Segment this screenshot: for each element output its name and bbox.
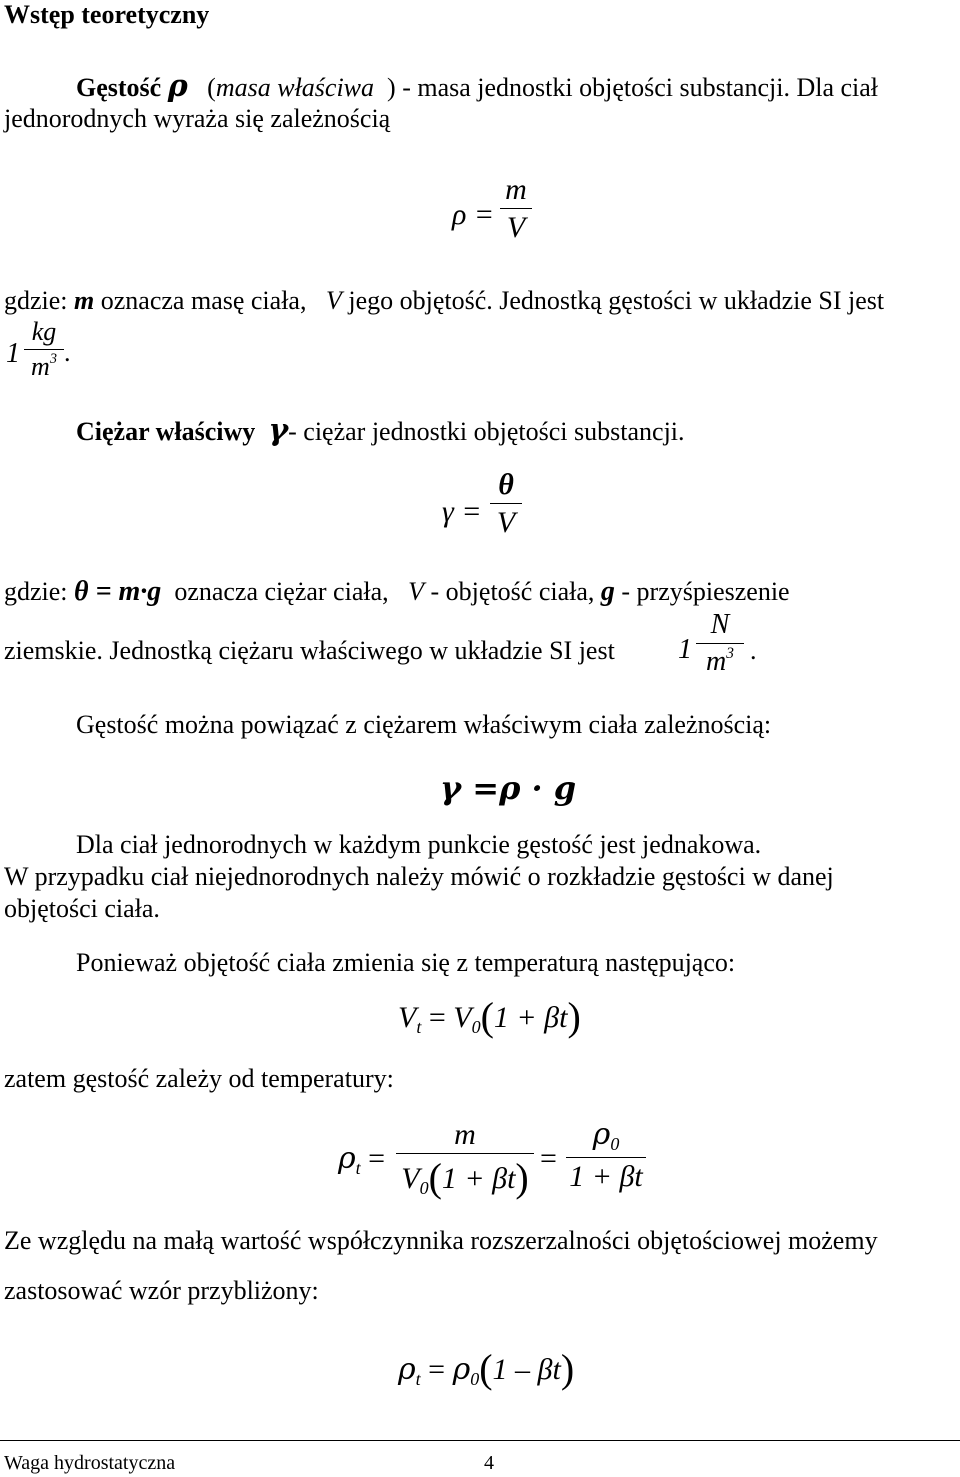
- where-label: gdzie:: [4, 286, 68, 315]
- eq4-lparen: (: [480, 994, 494, 1039]
- eq6-sub-0: 0: [470, 1369, 480, 1389]
- mass-symbol: m: [74, 286, 95, 315]
- sw-unit-exp: 3: [726, 644, 734, 662]
- eq5-rho: ρ: [338, 1141, 356, 1176]
- specific-weight-unit-text: ziemskie. Jednostką ciężaru właściwego w układzie SI jest: [4, 636, 615, 665]
- inhomogeneous-line: W przypadku ciał niejednorodnych należy mówić o rozkładzie gęstości w danej: [4, 862, 834, 891]
- sw-unit-bar: [696, 643, 744, 644]
- inhomogeneous-line-2: objętości ciała.: [4, 894, 160, 923]
- eq4-V0: V: [453, 1001, 472, 1034]
- density-unit-fraction: [24, 318, 64, 381]
- density-unit-num: kg: [31, 317, 57, 346]
- eq4-sub-0: 0: [471, 1017, 481, 1037]
- eq5-den-2: 1 + βt: [569, 1159, 643, 1193]
- footer-rule: [0, 1440, 960, 1441]
- eq5-equals-2: =: [540, 1142, 557, 1175]
- density-definition-text: - masa jednostki objętości substancji. Dla ciał: [402, 73, 879, 102]
- eq4-V: V: [398, 1001, 417, 1034]
- eq5-den-1: [401, 1156, 529, 1200]
- footer-title: Waga hydrostatyczna: [4, 1452, 176, 1474]
- rho-symbol: ρ: [167, 69, 188, 104]
- density-definition: [76, 70, 878, 105]
- eq1-denominator: V: [506, 211, 526, 244]
- eq5-den-inner: 1 + βt: [441, 1162, 516, 1195]
- eq5-num-2: [593, 1118, 620, 1155]
- density-unit-exp: 3: [49, 350, 57, 367]
- eq5-bar-1: [396, 1153, 534, 1154]
- density-term: Gęstość: [76, 73, 162, 102]
- eq5-fraction-1: [396, 1118, 534, 1200]
- weight-desc: oznacza ciężar ciała,: [174, 577, 389, 606]
- density-unit-dot: .: [64, 338, 71, 367]
- page-heading: Wstęp teoretyczny: [4, 0, 210, 29]
- specific-weight-definition: [76, 414, 685, 449]
- volume-symbol: V: [325, 286, 342, 315]
- density-unit-bar: [24, 349, 64, 350]
- homogeneous-line: Dla ciał jednorodnych w każdym punkcie gęstość jest jednakowa.: [76, 830, 762, 859]
- gravity-symbol: g: [600, 576, 615, 607]
- eq6-sub-t: t: [415, 1369, 421, 1389]
- sw-unit-den-wrap: [706, 646, 734, 678]
- eq2-lhs: γ =: [442, 495, 482, 528]
- eq5-fraction-2: [566, 1118, 646, 1193]
- specific-weight-where-line: [4, 576, 790, 608]
- eq5-num-sub-0: 0: [610, 1134, 620, 1154]
- eq1-numerator: m: [505, 173, 527, 206]
- specific-weight-term: Ciężar właściwy: [76, 417, 256, 446]
- eq5-sub-t: t: [355, 1158, 361, 1178]
- eq5-den-rparen: ): [515, 1155, 529, 1200]
- specific-weight-text: - ciężar jednostki objętości substancji.: [288, 417, 685, 446]
- eq4-equals: =: [428, 1001, 446, 1034]
- eq5-den-sub-0: 0: [419, 1178, 429, 1198]
- eq2-fraction: [490, 468, 522, 539]
- eq5-den-V: V: [401, 1162, 420, 1195]
- eq5-bar-2: [566, 1157, 646, 1158]
- paren-close: ): [387, 73, 396, 102]
- eq5-num-rho: ρ: [592, 1117, 611, 1152]
- eq6-rho: ρ: [398, 1352, 416, 1387]
- density-unit-den: m: [31, 351, 50, 381]
- volume-symbol-2: V: [408, 577, 425, 606]
- mass-desc: oznacza masę ciała,: [100, 286, 307, 315]
- density-unit-den-wrap: [31, 352, 57, 382]
- density-temperature-intro: zatem gęstość zależy od temperatury:: [4, 1064, 394, 1093]
- where-label-2: gdzie:: [4, 577, 68, 606]
- eq6-rho0: ρ: [452, 1352, 471, 1387]
- sw-unit-num: N: [710, 609, 730, 640]
- volume-desc: jego objętość. Jednostką gęstości w układzie SI jest: [348, 286, 885, 315]
- eq5-equals-1: =: [368, 1142, 386, 1175]
- relation-intro: Gęstość można powiązać z ciężarem właściwym ciała zależnością:: [76, 710, 772, 739]
- sw-unit-dot: .: [750, 636, 757, 665]
- eq1-lhs: ρ =: [452, 198, 495, 231]
- volume-desc-2: - objętość ciała,: [430, 577, 595, 606]
- weight-expression: θ = m·g: [74, 576, 162, 607]
- paren-open: (: [207, 73, 216, 102]
- eq6-equals: =: [428, 1353, 446, 1386]
- density-alt-name: masa właściwa: [215, 73, 375, 102]
- approximation-intro: Ze względu na małą wartość współczynnika rozszerzalności objętościowej możemy: [4, 1226, 878, 1255]
- eq2-denominator: V: [496, 506, 516, 539]
- eq1-fraction: [500, 173, 532, 244]
- eq4-volume-temperature: [398, 994, 581, 1040]
- eq5-lhs: [338, 1142, 385, 1179]
- eq6-inner: 1 – βt: [492, 1353, 561, 1386]
- eq6-rparen: ): [560, 1346, 575, 1391]
- eq4-rparen: ): [567, 994, 581, 1039]
- eq2-fraction-bar: [490, 503, 522, 504]
- density-definition-line2: jednorodnych wyraża się zależnością: [4, 104, 391, 133]
- volume-temperature-intro: Ponieważ objętość ciała zmienia się z temperaturą następująco:: [76, 948, 736, 977]
- eq1-fraction-bar: [500, 208, 532, 209]
- eq4-sub-t: t: [416, 1017, 422, 1037]
- eq5-den-lparen: (: [428, 1155, 442, 1200]
- sw-unit-one: 1: [678, 634, 692, 665]
- eq5-num-1: m: [454, 1118, 476, 1151]
- gravity-desc: - przyśpieszenie: [621, 577, 790, 606]
- density-unit-one: 1: [6, 338, 20, 369]
- eq4-inner: 1 + βt: [493, 1001, 568, 1034]
- page-number: 4: [484, 1452, 494, 1474]
- eq6-lparen: (: [479, 1346, 493, 1391]
- approximation-intro-2: zastosować wzór przybliżony:: [4, 1276, 319, 1305]
- density-where-line: [4, 286, 884, 316]
- eq6-approximation: [398, 1346, 574, 1392]
- sw-unit-den: m: [706, 645, 727, 677]
- eq2-numerator: θ: [498, 468, 514, 501]
- eq3-gamma-rho-g: γ =ρ · g: [440, 769, 577, 807]
- sw-unit-fraction: [696, 610, 744, 678]
- gamma-symbol: γ: [268, 413, 289, 448]
